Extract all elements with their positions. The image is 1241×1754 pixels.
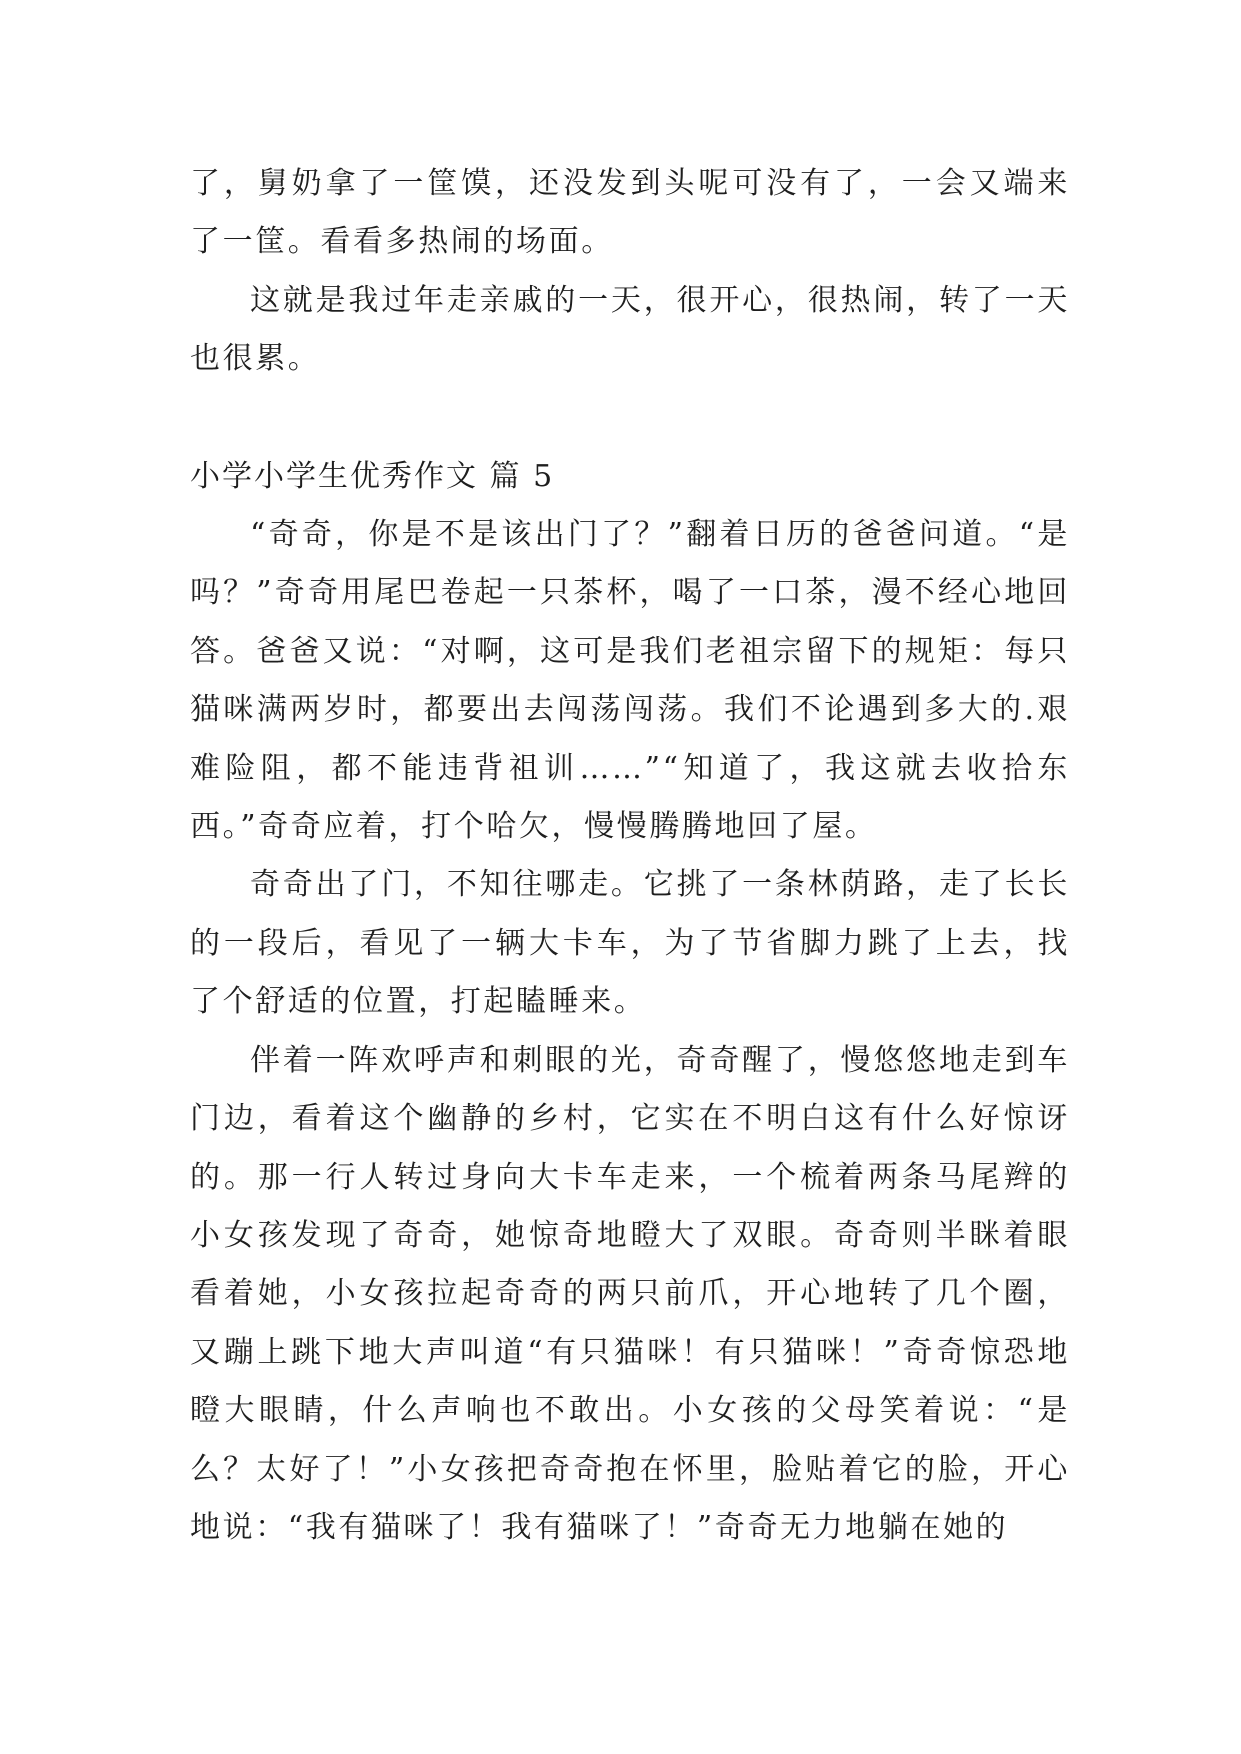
- paragraph-village: 伴着一阵欢呼声和刺眼的光，奇奇醒了，慢悠悠地走到车门边，看着这个幽静的乡村，它实在不明白这有什么好惊讶的。那一行人转过身向大卡车走来，一个梳着两条马尾辫的小女孩发现了奇奇，她惊奇地瞪大了双眼。奇奇则半眯着眼看着她，小女孩拉起奇奇的两只前爪，开心地转了几个圈，又蹦上跳下地大声叫道“有只猫咪！有只猫咪！”奇奇惊恐地瞪大眼睛，什么声响也不敢出。小女孩的父母笑着说：“是么？太好了！”小女孩把奇奇抱在怀里，脸贴着它的脸，开心地说：“我有猫咪了！我有猫咪了！”奇奇无力地躺在她的: [190, 1042, 1070, 1545]
- paragraph-continued: 了，舅奶拿了一筐馍，还没发到头呢可没有了，一会又端来了一筐。看看多热闹的场面。: [190, 166, 1070, 260]
- paragraph-journey: 奇奇出了门，不知往哪走。它挑了一条林荫路，走了长长的一段后，看见了一辆大卡车，为了节省脚力跳了上去，找了个舒适的位置，打起瞌睡来。: [190, 867, 1070, 1020]
- paragraph-closing: 这就是我过年走亲戚的一天，很开心，很热闹，转了一天也很累。: [190, 282, 1070, 377]
- section-heading: 小学小学生优秀作文 篇 5: [190, 458, 555, 494]
- document-page: [190, 155, 1070, 1557]
- paragraph-dialogue: “奇奇，你是不是该出门了？”翻着日历的爸爸问道。“是吗？”奇奇用尾巴卷起一只茶杯，喝了一口茶，漫不经心地回答。爸爸又说：“对啊，这可是我们老祖宗留下的规矩：每只猫咪满两岁时，都要出去闯荡闯荡。我们不论遇到多大的.艰难险阻，都不能违背祖训……”“知道了，我这就去收拾东西。”奇奇应着，打个哈欠，慢慢腾腾地回了屋。: [190, 517, 1070, 845]
